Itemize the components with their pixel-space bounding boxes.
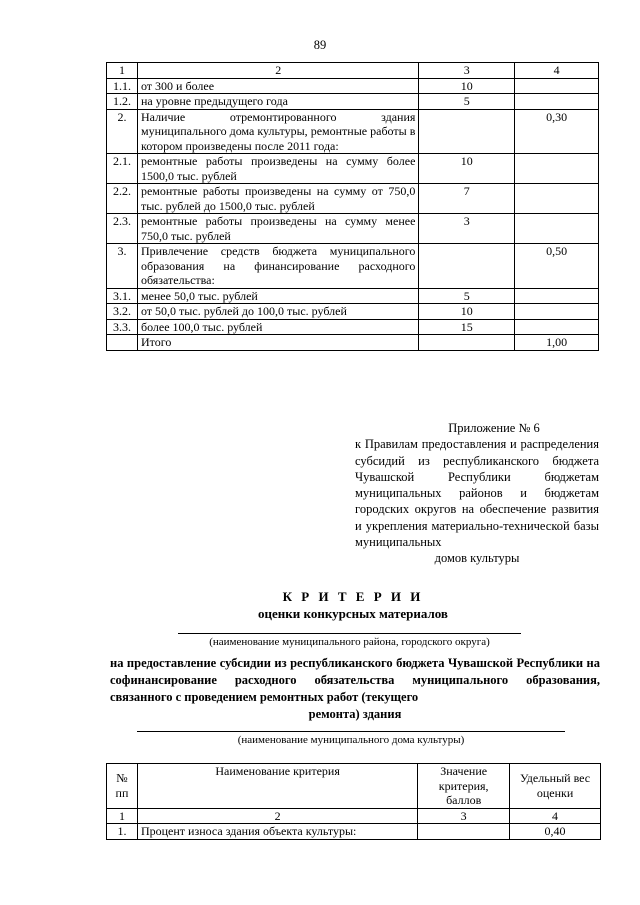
criterion-name: Привлечение средств бюджета муниципального образования на финансирование расходного обязательства: xyxy=(137,244,418,289)
criterion-weight xyxy=(515,154,599,184)
district-caption: (наименование муниципального района, городского округа) xyxy=(209,636,490,648)
row-number: 3.3. xyxy=(107,319,138,335)
document-title: К Р И Т Е Р И И xyxy=(282,589,424,604)
criterion-name: более 100,0 тыс. рублей xyxy=(137,319,418,335)
appendix-text: к Правилам предоставления и распределения субсидий из республиканского бюджета Чувашской Республики бюджетам муниципальных районов и бюджетам городских округов на обеспечение развития и укрепления материально-технической базы муниципальных xyxy=(355,437,599,550)
header-weight: Удельный вес оценки xyxy=(510,764,601,809)
criterion-name: от 300 и более xyxy=(137,78,418,94)
criterion-name: ремонтные работы произведены на сумму от 750,0 тыс. рублей до 1500,0 тыс. рублей xyxy=(137,184,418,214)
table-row xyxy=(107,154,599,184)
row-number: 3. xyxy=(107,244,138,289)
table-column-numbers-row xyxy=(107,808,601,824)
row-number: 2. xyxy=(107,109,138,154)
column-number-4: 4 xyxy=(515,63,599,79)
criterion-weight xyxy=(515,214,599,244)
table-row xyxy=(107,214,599,244)
row-number xyxy=(107,335,138,351)
purpose-text: на предоставление субсидии из республиканского бюджета Чувашской Республики на софинансирование расходного обязательства муниципального образования, связанного с проведением ремонтных работ (текущего xyxy=(110,656,600,704)
row-number: 2.1. xyxy=(107,154,138,184)
criterion-value xyxy=(419,109,515,154)
criterion-weight xyxy=(515,184,599,214)
row-number: 2.3. xyxy=(107,214,138,244)
column-number-2: 2 xyxy=(137,63,418,79)
column-number-1: 1 xyxy=(107,63,138,79)
criterion-name: Наличие отремонтированного здания муниципального дома культуры, ремонтные работы в котором произведены после 2011 года: xyxy=(137,109,418,154)
table-header-row xyxy=(107,764,601,809)
row-number: 1. xyxy=(107,824,138,840)
table-row xyxy=(107,304,599,320)
column-number-3: 3 xyxy=(418,808,510,824)
house-of-culture-caption: (наименование муниципального дома культуры) xyxy=(237,734,465,746)
criterion-name: ремонтные работы произведены на сумму менее 750,0 тыс. рублей xyxy=(137,214,418,244)
criterion-weight: 0,50 xyxy=(515,244,599,289)
table-row xyxy=(107,184,599,214)
criterion-weight xyxy=(515,94,599,110)
header-num: № пп xyxy=(107,764,138,809)
row-number: 2.2. xyxy=(107,184,138,214)
table-row xyxy=(107,335,599,351)
criterion-name: ремонтные работы произведены на сумму более 1500,0 тыс. рублей xyxy=(137,154,418,184)
criterion-weight xyxy=(515,319,599,335)
criterion-value: 3 xyxy=(419,214,515,244)
page-number: 89 xyxy=(313,38,327,52)
criterion-name: на уровне предыдущего года xyxy=(137,94,418,110)
row-number: 3.1. xyxy=(107,288,138,304)
row-number: 3.2. xyxy=(107,304,138,320)
header-value: Значение критерия, баллов xyxy=(418,764,510,809)
criterion-value: 5 xyxy=(419,94,515,110)
criterion-value: 5 xyxy=(419,288,515,304)
criterion-weight xyxy=(515,78,599,94)
column-number-1: 1 xyxy=(107,808,138,824)
criteria-table xyxy=(106,763,601,840)
criteria-purpose-text xyxy=(110,655,600,723)
criteria-table-continued xyxy=(106,62,599,351)
fill-in-line-house-of-culture xyxy=(137,731,565,732)
column-number-2: 2 xyxy=(137,808,417,824)
criterion-value xyxy=(419,244,515,289)
criterion-weight xyxy=(515,304,599,320)
criterion-name: Процент износа здания объекта культуры: xyxy=(137,824,417,840)
criterion-value: 7 xyxy=(419,184,515,214)
table-row xyxy=(107,94,599,110)
row-number: 1.1. xyxy=(107,78,138,94)
criterion-name: от 50,0 тыс. рублей до 100,0 тыс. рублей xyxy=(137,304,418,320)
fill-in-line-district xyxy=(178,633,521,634)
appendix-note xyxy=(355,420,599,567)
column-number-3: 3 xyxy=(419,63,515,79)
criterion-name: менее 50,0 тыс. рублей xyxy=(137,288,418,304)
column-number-4: 4 xyxy=(510,808,601,824)
criterion-value xyxy=(418,824,510,840)
header-name: Наименование критерия xyxy=(137,764,417,809)
criterion-weight: 1,00 xyxy=(515,335,599,351)
table-row xyxy=(107,288,599,304)
purpose-text-last: ремонта) здания xyxy=(308,707,402,721)
appendix-text-last: домов культуры xyxy=(434,551,520,566)
appendix-title: Приложение № 6 xyxy=(448,421,540,435)
criterion-value: 10 xyxy=(419,154,515,184)
table-row xyxy=(107,319,599,335)
table-header-row xyxy=(107,63,599,79)
criterion-value: 10 xyxy=(419,304,515,320)
table-row xyxy=(107,109,599,154)
row-number: 1.2. xyxy=(107,94,138,110)
criterion-value: 15 xyxy=(419,319,515,335)
criterion-weight: 0,30 xyxy=(515,109,599,154)
table-row xyxy=(107,78,599,94)
criterion-name: Итого xyxy=(137,335,418,351)
criterion-weight: 0,40 xyxy=(510,824,601,840)
criterion-value xyxy=(419,335,515,351)
document-subtitle: оценки конкурсных материалов xyxy=(258,606,448,621)
table-row xyxy=(107,244,599,289)
criterion-weight xyxy=(515,288,599,304)
criterion-value: 10 xyxy=(419,78,515,94)
table-row xyxy=(107,824,601,840)
